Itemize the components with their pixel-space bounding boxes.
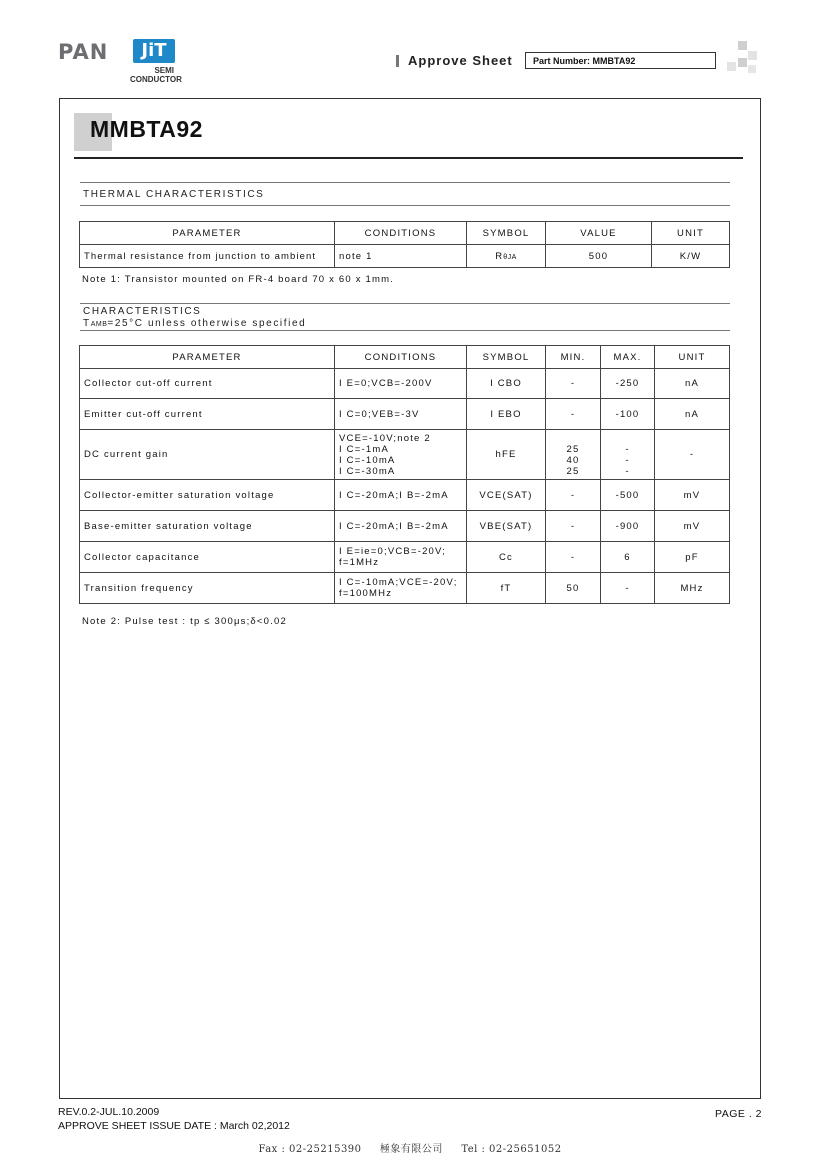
cell-max: -250: [601, 369, 655, 399]
min-value: 25: [566, 443, 580, 455]
characteristics-table: [79, 345, 730, 604]
page-title: MMBTA92: [90, 116, 203, 142]
cell-max: -100: [601, 399, 655, 430]
characteristics-note: Note 2: Pulse test : tp ≤ 300μs;δ<0.02: [82, 616, 287, 627]
thermal-table: [79, 221, 730, 268]
header-min: MIN.: [546, 346, 601, 369]
header-conditions: CONDITIONS: [335, 346, 467, 369]
cell-conditions: [335, 480, 467, 511]
cell-symbol: I CBO: [467, 369, 546, 399]
cell-conditions: [335, 542, 467, 573]
min-value: 25: [566, 465, 580, 477]
page-number: PAGE . 2: [715, 1108, 762, 1120]
header-conditions: CONDITIONS: [335, 222, 467, 245]
cell-parameter: Collector cut-off current: [80, 369, 335, 399]
cell-conditions: [335, 573, 467, 604]
header-unit: UNIT: [655, 346, 730, 369]
table-row: [80, 430, 730, 480]
header-value: VALUE: [546, 222, 652, 245]
characteristics-section-title: CHARACTERISTICS: [83, 306, 202, 317]
thermal-section-title: THERMAL CHARACTERISTICS: [83, 189, 265, 200]
condition-line: I E=ie=0;VCB=-20V;: [339, 546, 447, 557]
cell-min: -: [546, 480, 601, 511]
condition-line: I C=-20mA;I B=-2mA: [339, 520, 449, 532]
cell-parameter: Thermal resistance from junction to ambient: [80, 245, 335, 268]
cell-max: 6: [601, 542, 655, 573]
cell-unit: MHz: [655, 573, 730, 604]
symbol-main: R: [495, 250, 504, 262]
cell-value: 500: [546, 245, 652, 268]
cell-unit: nA: [655, 399, 730, 430]
cell-symbol: I EBO: [467, 399, 546, 430]
cell-min: 50: [546, 573, 601, 604]
cell-symbol: VCE(SAT): [467, 480, 546, 511]
divider: [80, 330, 730, 331]
table-row: [80, 245, 730, 268]
approve-sheet-title: Approve Sheet: [408, 53, 513, 68]
cell-parameter: Collector-emitter saturation voltage: [80, 480, 335, 511]
header-parameter: PARAMETER: [80, 222, 335, 245]
max-value: -: [625, 465, 630, 477]
divider: [80, 303, 730, 304]
condition-line: f=1MHz: [339, 557, 380, 568]
approve-sheet-marker: [396, 55, 399, 67]
logo-subtitle: [130, 66, 182, 84]
header-symbol: SYMBOL: [467, 222, 546, 245]
logo-pan-text: PAN: [58, 40, 109, 64]
table-row: [80, 399, 730, 430]
condition-line: I E=0;VCB=-200V: [339, 378, 433, 389]
cell-symbol: [467, 245, 546, 268]
issue-date-text: APPROVE SHEET ISSUE DATE : March 02,2012: [58, 1120, 290, 1132]
cell-unit: mV: [655, 480, 730, 511]
cell-conditions: [335, 511, 467, 542]
cell-min: -: [546, 542, 601, 573]
divider: [80, 205, 730, 206]
part-number-box: Part Number: MMBTA92: [525, 52, 716, 69]
condition-line: VCE=-10V;note 2: [339, 432, 431, 444]
characteristics-subtitle: [83, 318, 306, 329]
table-row: [80, 573, 730, 604]
cell-min: -: [546, 511, 601, 542]
header-max: MAX.: [601, 346, 655, 369]
cell-parameter: Collector capacitance: [80, 542, 335, 573]
cell-min: [546, 430, 601, 480]
table-row: [80, 511, 730, 542]
subtitle-rest: =25°C unless otherwise specified: [107, 318, 307, 329]
cell-unit: -: [655, 430, 730, 480]
subtitle-sub: AMB: [90, 321, 108, 328]
contact-line: Fax : 02-25215390 極象有限公司 Tel : 02-25651052: [258, 1144, 562, 1155]
subtitle-t: T: [83, 318, 91, 329]
cell-min: -: [546, 369, 601, 399]
cell-symbol: fT: [467, 573, 546, 604]
cell-unit: pF: [655, 542, 730, 573]
logo-semi-text: SEMI: [154, 66, 174, 75]
logo-jit-badge: JiT: [133, 39, 175, 63]
title-rule: [74, 157, 743, 159]
cell-conditions: note 1: [335, 245, 467, 268]
condition-line: I C=-20mA;I B=-2mA: [339, 489, 449, 501]
cell-unit: mV: [655, 511, 730, 542]
logo-conductor-text: CONDUCTOR: [130, 75, 182, 84]
cell-parameter: Emitter cut-off current: [80, 399, 335, 430]
thermal-note: Note 1: Transistor mounted on FR-4 board 70 x 60 x 1mm.: [82, 274, 395, 285]
condition-line: I C=-1mA: [339, 443, 389, 455]
cell-conditions: [335, 399, 467, 430]
divider: [80, 182, 730, 183]
table-row: [80, 480, 730, 511]
symbol-sub: θJA: [503, 253, 517, 261]
cell-parameter: DC current gain: [80, 430, 335, 480]
cell-unit: K/W: [652, 245, 730, 268]
header-unit: UNIT: [652, 222, 730, 245]
cell-max: -900: [601, 511, 655, 542]
condition-line: I C=-10mA: [339, 454, 396, 466]
max-value: -: [625, 443, 630, 455]
max-value: -: [625, 454, 630, 466]
condition-line: I C=-10mA;VCE=-20V;: [339, 577, 458, 588]
table-row: [80, 542, 730, 573]
cell-conditions: [335, 369, 467, 399]
min-value: 40: [566, 454, 580, 466]
cell-max: -500: [601, 480, 655, 511]
cell-parameter: Base-emitter saturation voltage: [80, 511, 335, 542]
cell-symbol: hFE: [467, 430, 546, 480]
cell-min: -: [546, 399, 601, 430]
cell-max: [601, 430, 655, 480]
table-row: [80, 369, 730, 399]
condition-line: I C=-30mA: [339, 465, 396, 477]
cell-symbol: VBE(SAT): [467, 511, 546, 542]
cell-max: -: [601, 573, 655, 604]
table-header-row: [80, 346, 730, 369]
cell-parameter: Transition frequency: [80, 573, 335, 604]
cell-unit: nA: [655, 369, 730, 399]
table-header-row: [80, 222, 730, 245]
cell-symbol: Cc: [467, 542, 546, 573]
condition-line: f=100MHz: [339, 588, 393, 599]
cell-conditions: [335, 430, 467, 480]
revision-text: REV.0.2-JUL.10.2009: [58, 1106, 160, 1118]
header-symbol: SYMBOL: [467, 346, 546, 369]
header-parameter: PARAMETER: [80, 346, 335, 369]
condition-line: I C=0;VEB=-3V: [339, 408, 420, 420]
